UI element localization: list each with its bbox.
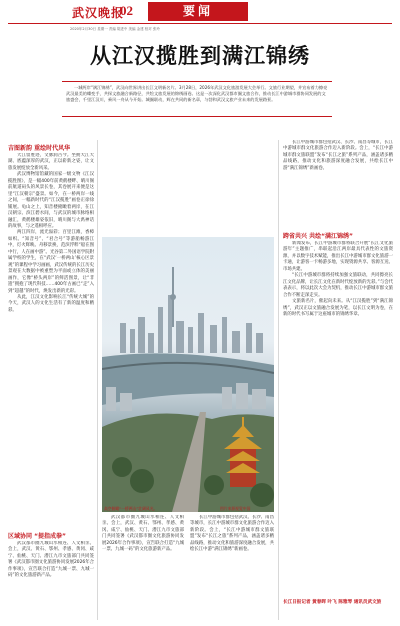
section-title-1: 吉图新韵 重绘时代风华	[8, 145, 71, 152]
paragraph: 武汉都市圈九城山水相连、人文相亲。会上，武汉、黄石、鄂州、孝感、黄冈、咸宁、仙桃、天门、潜江九市文旅部门共同签署《武汉都市圈文化旅游协同发展2026年合作事项》，宣告联合打造“九城一票、九城一码”的文化旅游新产品。	[102, 515, 184, 553]
column-rule	[97, 140, 98, 620]
photo-caption-left: 高空俯瞰“一桥两山”壮阔风光。	[104, 506, 158, 511]
column-rule	[278, 140, 279, 620]
photo-illustration	[102, 237, 274, 512]
byline: 长江日报记者 黄春晖 叶飞 陈雅琴 通讯员武文旅	[283, 600, 382, 605]
paragraph: 从此，江汉文化影响长江“传统大城”的今天，武汉人的文化生活有了新的温度和精彩。	[8, 294, 94, 313]
paragraph: 长江中游城市群包括武汉、长沙、南昌等城市，长江中游城市群文化旅游合作迈入新阶段。会上，“长江中游城市群文旅联盟”发布“长江之旅”系列产品，涵盖诸多精品线路，推动文化和旅游深度融合发展，共绘长江中游“满江锦绣”新画卷。	[283, 140, 393, 171]
header-rule	[8, 23, 392, 24]
paragraph: 武汉博物馆馆藏的国家一级文物《江汉揽胜图》，是一幅400年前黄鹤楼畔、晴川阁前航道码头的风景长卷，其卷展开来便是这里“江汉朝宗”盛景。如今，在一桥两岸一线之间，一幅新时代的“江汉揽胜”画卷正徐徐铺展。龟山之上，知音楼俯瞰着两岸，在江汉朝宗、滨江碧水间，与武汉的城市脉络相融汇，黄鹤楼雄姿依旧，晴川阁与大禹神话的故事，与之遥相呼应。	[8, 172, 94, 229]
photo-caption-right: 图片来源视觉中国	[220, 506, 251, 511]
section-3-body	[283, 241, 393, 591]
skyline	[120, 295, 263, 353]
paper-name: 武汉晚报	[72, 6, 125, 20]
paragraph: 两江四岸，流光溢彩；百里江滩，香樟如织。“知音号”、“君合号”等游船畅游江中，灯火辉映。舟移景换，范滨浮粹“船在图中行，人在画中游”。光谷第二外国语学院附属学校的学生，在“武汉‘一桥两山’核心区景观”的课程中学习画画，武汉传统的长江历史景观在大数据中被重塑为平面或立体的美丽画作，它像“桥头两岸”的鲜活图景，让“非遗”拥抱了现代科技……400年古画已“走”入到“超越”的时代，焕发出新的光彩。	[8, 230, 94, 294]
right-column-body-top	[283, 140, 393, 227]
paragraph: 武汉都市圈九城山水相连、人文相亲。会上，武汉、黄石、鄂州、孝感、黄冈、咸宁、仙桃、天门、潜江九市文旅部门共同签署《武汉都市圈文化旅游协同发展2026年合作事项》，宣告联合打造“九城一票、九城一码”的文化旅游新产品。	[8, 541, 94, 579]
section-tag: 要闻	[148, 2, 248, 21]
paragraph: 文旅新名片，催起向未来。从“江汉揽胜”到“满江锦绣”，武汉正以文旅融合发展为笔，以长江文明为卷，在新的时代书写属于这座城市的锦绣华章。	[283, 299, 393, 317]
paragraph: 长江中游城市群包括武汉、长沙、南昌等城市，长江中游城市群文化旅游合作迈入新阶段。会上，“长江中游城市群文旅联盟”发布“长江之旅”系列产品，涵盖诸多精品线路，推动文化和旅游深度融合发展，共绘长江中游“满江锦绣”新画卷。	[190, 515, 274, 553]
paragraph: 大江留胜迹，文脉润古今。坐拥大江大湖、底蕴深厚的武汉，正以崭新之姿，让文旅发展绽放全新风采。	[8, 153, 94, 171]
middle-column-b	[190, 515, 274, 623]
paragraph: “长江中游城市群将持续加强文旅联动，共同擦亮长江文化品牌，让长江文化在新时代绽放新的光彩。”与会代表表示，将以此次大会为契机，推动长江中游城市群文旅合作不断走深走实。	[283, 273, 393, 298]
meta-line: 2020年2月30日 星期一 责编 胡进中 美编 金建 校对 张玲	[70, 27, 160, 31]
middle-column-a	[102, 515, 184, 623]
section-1-body	[8, 153, 94, 527]
lede: 一城两岸“满江锦绣”，武汉向世界讲出长江文明新名片。3月28日，2026年武汉文化旅游发展大会举行。文旅行业期望，并宣布着力擦亮武汉最美的蝶变手，共探文旅融合新路径，共绘文旅发展的锦绣画卷。这是一次深化武汉都市圈文旅合作，推动长江中游城市群协同发展的文旅盛会，千里江汉川，乘风一舟从今开始。城圈联动，辉在共同的新名章，与勃和武汉文旅产业未来的发展路景。	[62, 81, 332, 117]
headline: 从江汉揽胜到满江锦绣	[90, 44, 310, 68]
paragraph: 新闻发布，长江中游城市群将联合开展“长江文化旅游年”主题推广，串联起沿江两岸最具代表性的文旅资源，并以数字技术赋能，推出长江中游城市群文化旅游一卡通，让游客一卡畅游多地，实现资源共享、客源互送、市场共建。	[283, 241, 393, 272]
city-skyline-photo	[102, 237, 274, 512]
section-2-body	[8, 541, 94, 621]
section-title-3: 跨省共兴 共绘“满江锦绣”	[283, 233, 353, 240]
section-title-2: 区域协同 “提指成拳”	[8, 533, 66, 540]
page-number: 02	[120, 3, 133, 18]
